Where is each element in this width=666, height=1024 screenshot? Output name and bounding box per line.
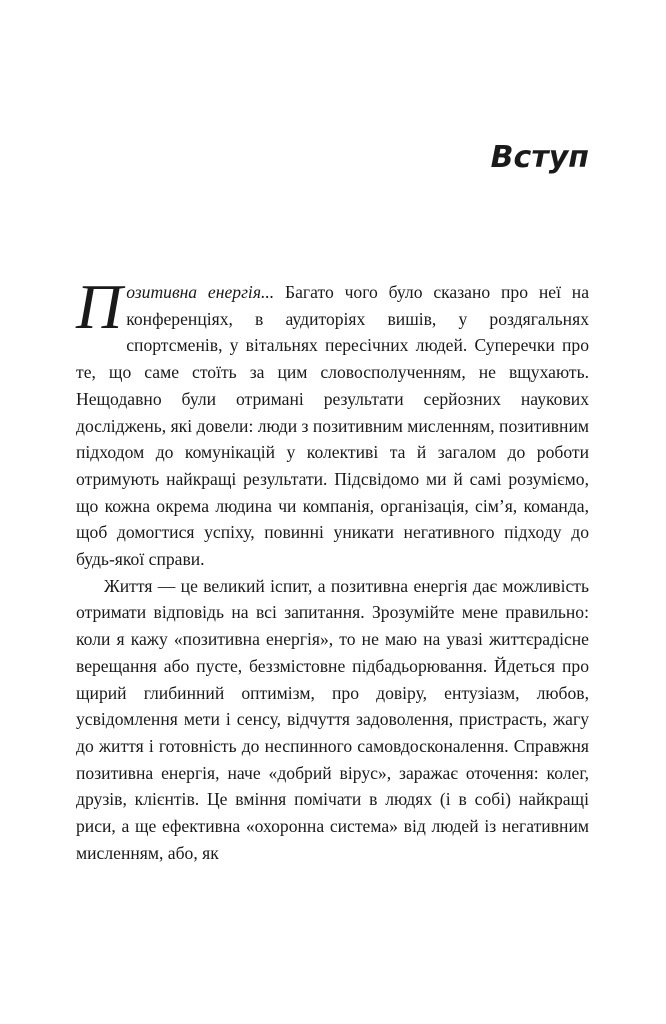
chapter-title: Вступ [490, 140, 589, 175]
body-text [76, 271, 590, 866]
paragraph-2: Життя — це великий іспит, а позитивна енергія дає можливість отримати відповідь на всі запитання. Зрозумійте мене правильно: коли я кажу «позитивна енергія», то не маю на увазі життєрадісне верещання або пусте, беззмістовне підбадьорювання. Йдеться про щирий глибинний оптимізм, про довіру, ентузіазм, любов, усвідомлення мети і сенсу, відчуття задоволення, пристрасть, жагу до життя і готовність до неспинного самовдосконалення. Справжня позитивна енергія, наче «добрий вірус», заражає оточення: колег, друзів, клієнтів. Це вміння помічати в людях (і в собі) найкращі риси, а ще ефективна «охоронна система» від людей із негативним мисленням, або, як [76, 575, 589, 863]
paragraph-1-text: Багато чого було сказано про неї на конференціях, в аудиторіях вишів, у роздягальнях спортсменів, у вітальнях пересічних людей. Суперечки про те, що саме стоїть за цим словосполученням, не вщухають. Нещодавно були отримані результати серйозних наукових досліджень, які довели: люди з позитивним мисленням, позитивним підходом до комунікацій у колективі та й загалом до роботи отримують найкращі результати. Підсвідомо ми й самі розуміємо, що кожна окрема людина чи компанія, організація, сім’я, команда, щоб домогтися успіху, повинні уникати негативного підходу до будь-якої справи. [76, 282, 590, 570]
drop-cap: П [76, 271, 123, 342]
paragraph-1 [76, 271, 590, 573]
lead-phrase: озитивна енергія... [126, 282, 275, 302]
